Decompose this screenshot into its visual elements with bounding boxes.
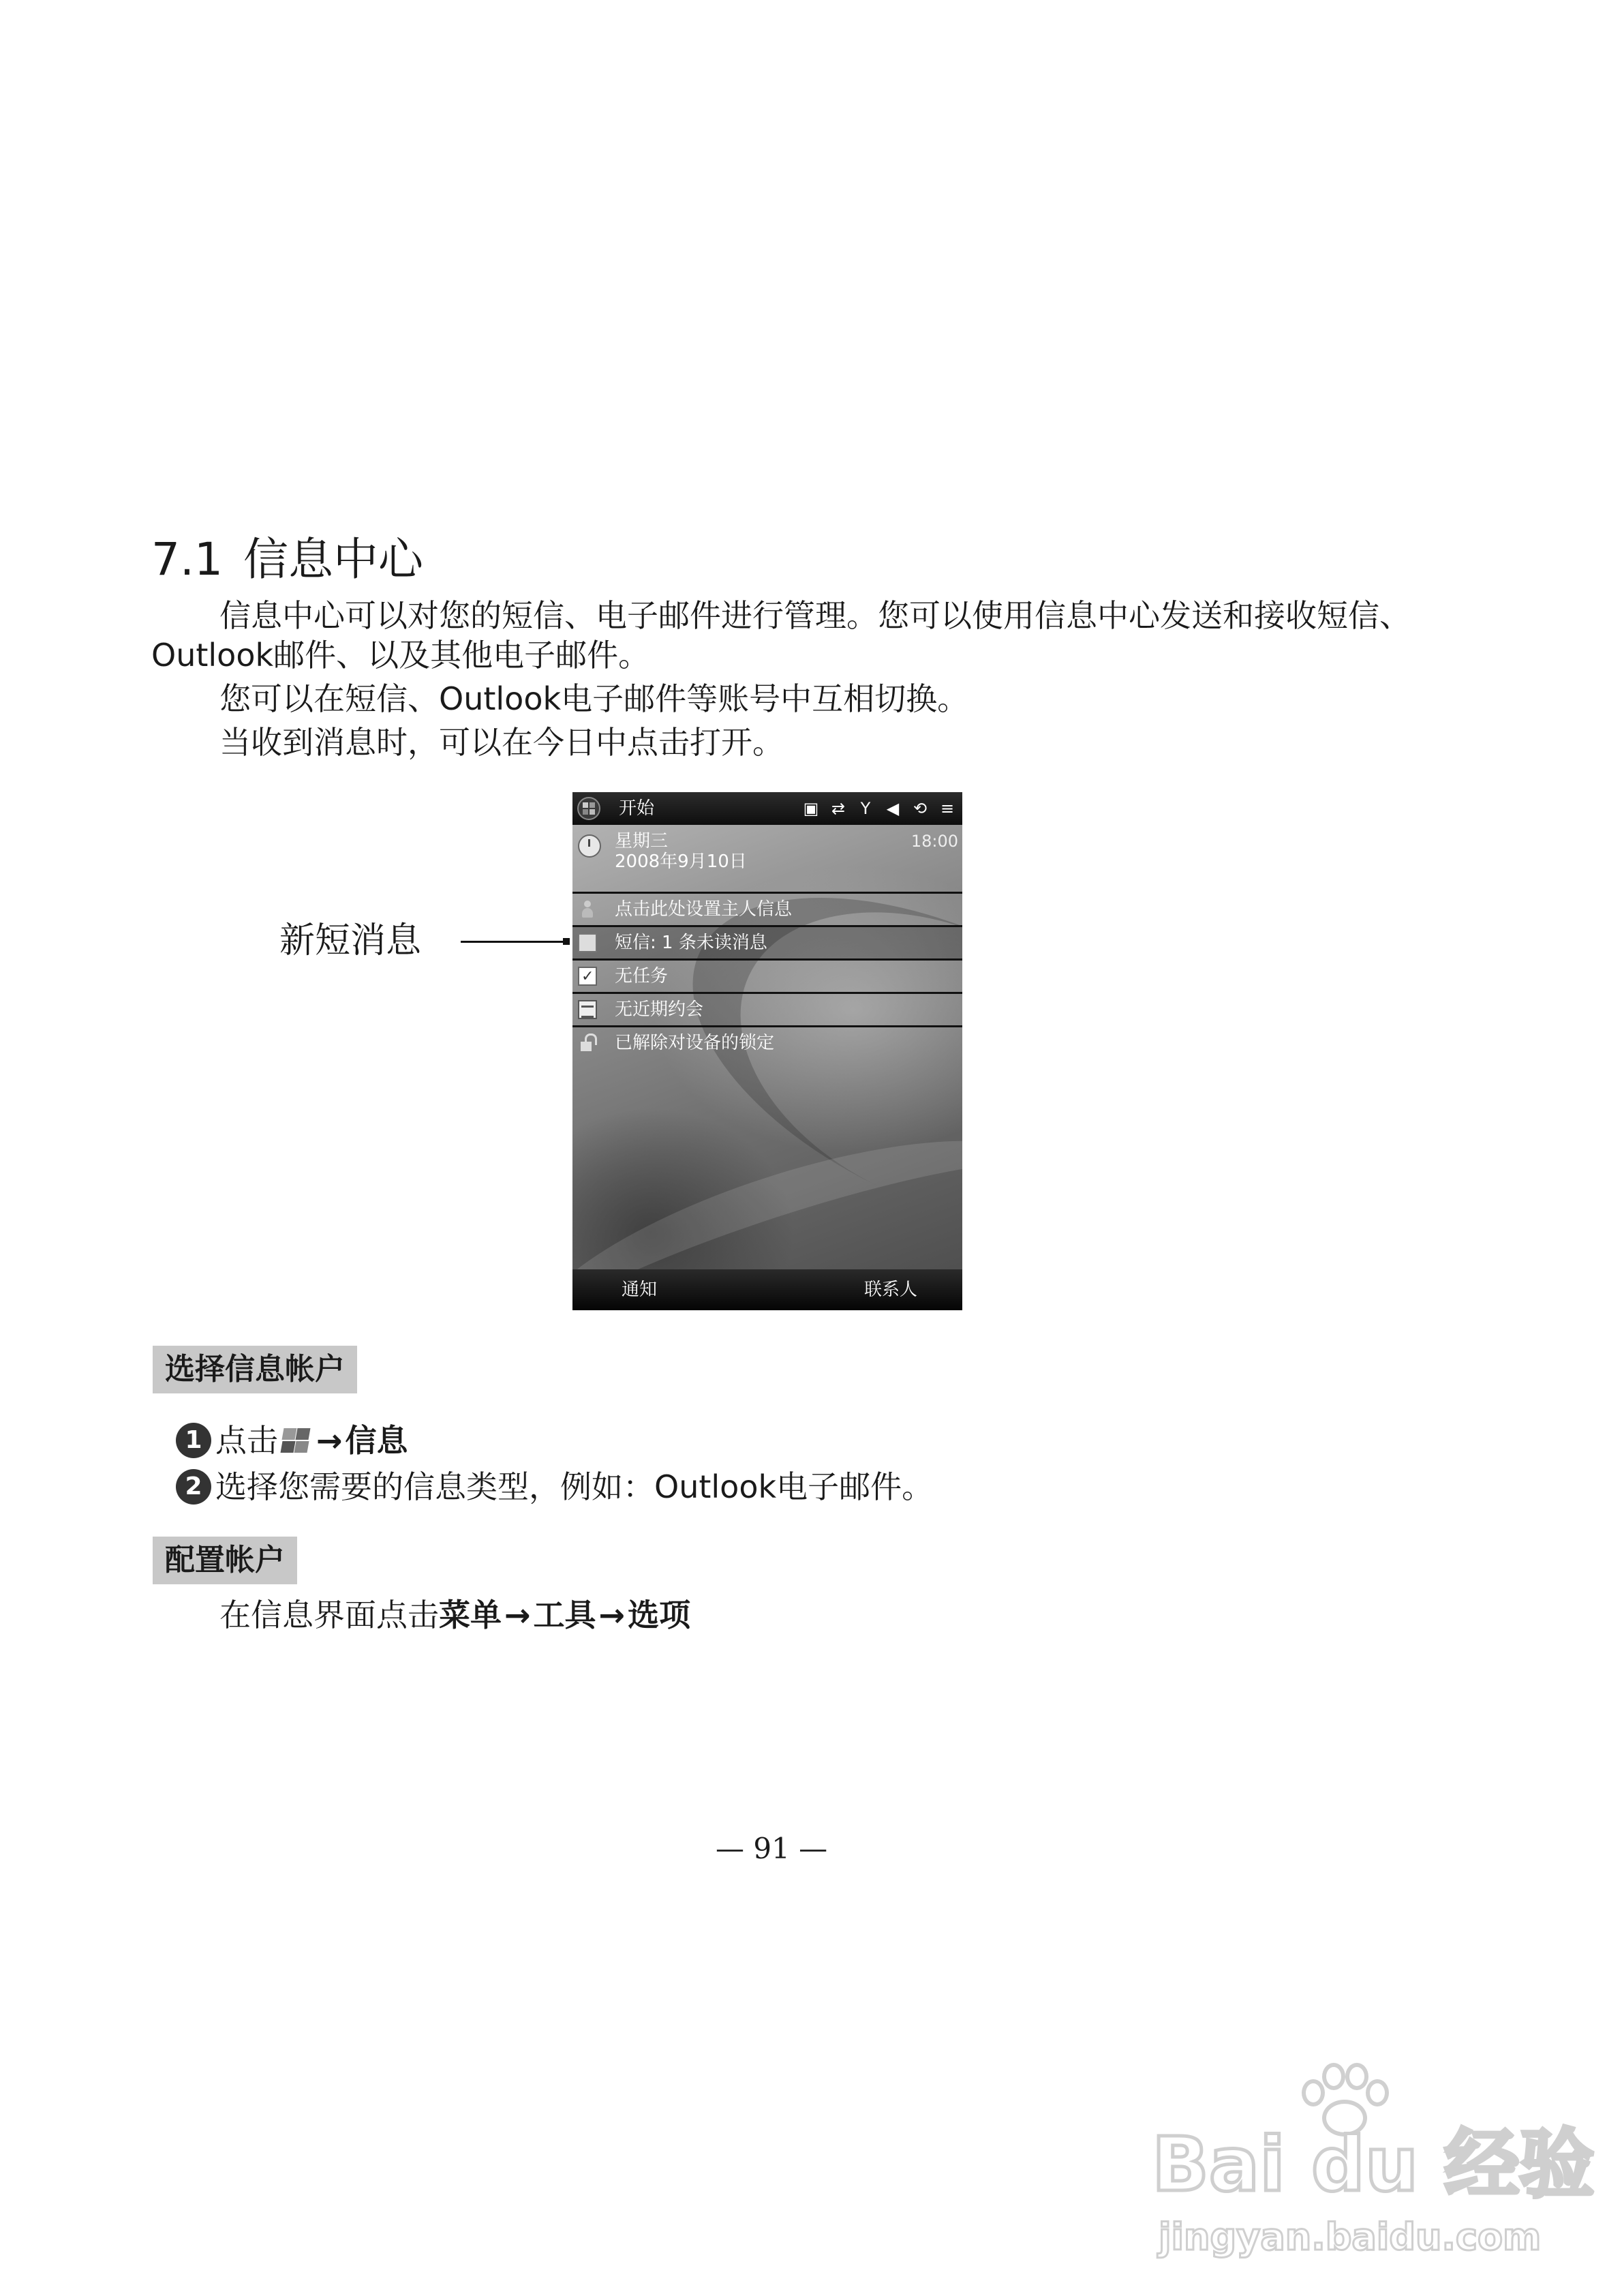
select-account-step-1 bbox=[176, 1418, 408, 1463]
intro-paragraph-3: 当收到消息时，可以在今日中点击打开。 bbox=[219, 724, 784, 761]
step-number-badge: 1 bbox=[176, 1423, 211, 1458]
page-number: — 91 — bbox=[716, 1832, 828, 1865]
select-account-step-2 bbox=[176, 1464, 933, 1509]
arrow-icon: → bbox=[504, 1597, 531, 1633]
watermark-brand: Bai du 经验 bbox=[1152, 2121, 1595, 2208]
softkey-bar bbox=[572, 1269, 962, 1310]
callout-label: 新短消息 bbox=[279, 920, 422, 961]
windows-start-icon bbox=[281, 1427, 311, 1454]
watermark-url: jingyan.baidu.com bbox=[1159, 2216, 1542, 2259]
tools-label: 工具 bbox=[533, 1597, 596, 1633]
step-2-text: 选择您需要的信息类型，例如：Outlook电子邮件。 bbox=[215, 1468, 934, 1505]
clock-icon bbox=[578, 834, 601, 858]
sim-card-icon: ▣ bbox=[803, 799, 819, 818]
today-item-appointments[interactable] bbox=[572, 992, 962, 1025]
config-account-instruction bbox=[219, 1592, 690, 1637]
config-prefix: 在信息界面点击 bbox=[219, 1597, 439, 1633]
phone-title-bar bbox=[572, 792, 962, 825]
arrow-icon: → bbox=[598, 1597, 626, 1633]
sync-icon[interactable]: ⟲ bbox=[913, 799, 928, 818]
unlock-icon bbox=[578, 1033, 597, 1053]
softkey-notifications[interactable]: 通知 bbox=[622, 1280, 658, 1300]
step-1-prefix: 点击 bbox=[215, 1422, 278, 1459]
start-label[interactable]: 开始 bbox=[619, 798, 655, 819]
config-account-label: 配置帐户 bbox=[153, 1537, 297, 1584]
softkey-contacts[interactable]: 联系人 bbox=[863, 1280, 917, 1300]
signal-icon: Y bbox=[860, 799, 871, 818]
date-weekday: 星期三 bbox=[615, 831, 669, 851]
select-account-label: 选择信息帐户 bbox=[153, 1346, 357, 1393]
arrow-icon: → bbox=[316, 1422, 343, 1459]
menu-label: 菜单 bbox=[439, 1597, 502, 1633]
intro-paragraph-1-line-1: 信息中心可以对您的短信、电子邮件进行管理。您可以使用信息中心发送和接收短信、 bbox=[219, 597, 1411, 634]
today-item-label: 已解除对设备的锁定 bbox=[615, 1033, 775, 1053]
callout-pointer bbox=[563, 938, 570, 945]
date-row[interactable] bbox=[572, 826, 962, 889]
today-item-label: 点击此处设置主人信息 bbox=[615, 899, 793, 920]
today-item-sms[interactable] bbox=[572, 925, 962, 958]
windows-start-icon[interactable] bbox=[577, 797, 601, 820]
status-icons bbox=[801, 798, 957, 819]
baidu-jingyan-watermark bbox=[1152, 2059, 1595, 2263]
section-number: 7.1 bbox=[151, 533, 223, 586]
intro-paragraph-1-line-2: Outlook邮件、以及其他电子邮件。 bbox=[151, 637, 650, 674]
menu-icon[interactable]: ≡ bbox=[940, 799, 955, 818]
callout-leader-line bbox=[461, 941, 566, 943]
today-item-tasks[interactable] bbox=[572, 958, 962, 992]
today-item-owner-info[interactable] bbox=[572, 892, 962, 925]
options-label: 选项 bbox=[628, 1597, 691, 1633]
task-check-icon bbox=[578, 967, 597, 986]
step-number-badge: 2 bbox=[176, 1469, 211, 1505]
step-1-target: 信息 bbox=[345, 1422, 408, 1459]
clock-time: 18:00 bbox=[911, 832, 958, 851]
today-item-device-lock[interactable] bbox=[572, 1025, 962, 1059]
phone-today-screenshot bbox=[572, 792, 962, 1310]
intro-paragraph-2: 您可以在短信、Outlook电子邮件等账号中互相切换。 bbox=[219, 680, 969, 717]
date-full: 2008年9月10日 bbox=[615, 851, 747, 872]
today-item-label: 短信: 1 条未读消息 bbox=[615, 933, 767, 953]
person-icon bbox=[578, 900, 597, 919]
volume-icon[interactable]: ◀ bbox=[886, 799, 900, 818]
calendar-icon bbox=[578, 1000, 597, 1019]
today-item-label: 无任务 bbox=[615, 966, 669, 986]
section-heading bbox=[151, 530, 423, 589]
envelope-icon bbox=[578, 933, 597, 952]
section-title: 信息中心 bbox=[243, 533, 423, 586]
today-item-label: 无近期约会 bbox=[615, 999, 704, 1020]
data-transfer-icon: ⇄ bbox=[831, 799, 846, 818]
